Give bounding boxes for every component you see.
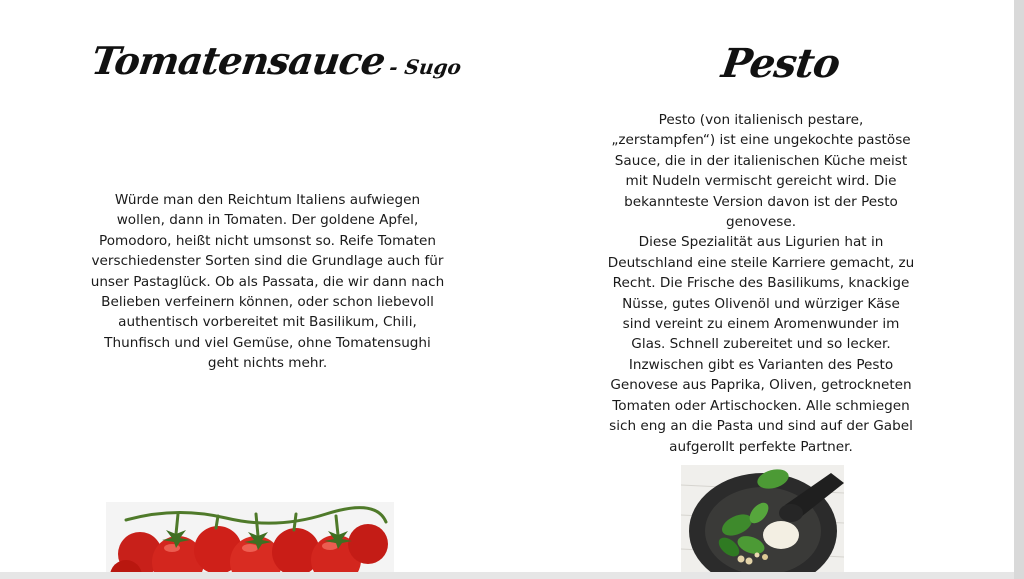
pesto-mortar-illustration <box>681 465 844 572</box>
window-scroll-gutter <box>1014 0 1024 579</box>
pesto-text-block <box>606 110 916 457</box>
pesto-title: Pesto <box>718 40 843 87</box>
tomato-sauce-title-text: Tomatensauce <box>88 38 388 83</box>
tomatoes-illustration <box>106 502 394 572</box>
tomatoes-photo <box>106 502 394 572</box>
pesto-paragraph-intro: Pesto (von italienisch pestare, „zerstampfen“) ist eine ungekochte pastöse Sauce, die in der italienischen Küche meist mit Nudeln vermischt gereicht wird. Die bekannteste Version davon ist der Pesto genovese. <box>611 112 911 231</box>
tomato-sauce-subtitle: - Sugo <box>387 55 463 79</box>
pesto-mortar-photo <box>681 465 844 572</box>
page-bottom-edge <box>0 572 1014 579</box>
tomato-sauce-paragraph: Würde man den Reichtum Italiens aufwiegen wollen, dann in Tomaten. Der goldene Apfel, Pomodoro, heißt nicht umsonst so. Reife Tomaten verschiedenster Sorten sind die Grundlage auch für unser Pastaglück. Ob als Passata, die wir dann nach Belieben verfeinern können, oder schon liebevoll authentisch vorbereitet mit Basilikum, Chili, Thunfisch und viel Gemüse, ohne Tomatensughi geht nichts mehr. <box>90 192 445 372</box>
tomato-sauce-title <box>89 38 465 83</box>
pesto-paragraph-history: Diese Spezialität aus Ligurien hat in Deutschland eine steile Karriere gemacht, zu Recht. Die Frische des Basilikums, knackige Nüsse, gutes Olivenöl und würziger Käse sind vereint zu einem Aromenwunder im Glas. Schnell zubereitet und so lecker. Inzwischen gibt es Varianten des Pesto Genovese aus Paprika, Oliven, getrockneten Tomaten oder Artischocken. Alle schmiegen sich eng an die Pasta und sind auf der Gabel aufgerollt perfekte Partner. <box>607 234 915 455</box>
